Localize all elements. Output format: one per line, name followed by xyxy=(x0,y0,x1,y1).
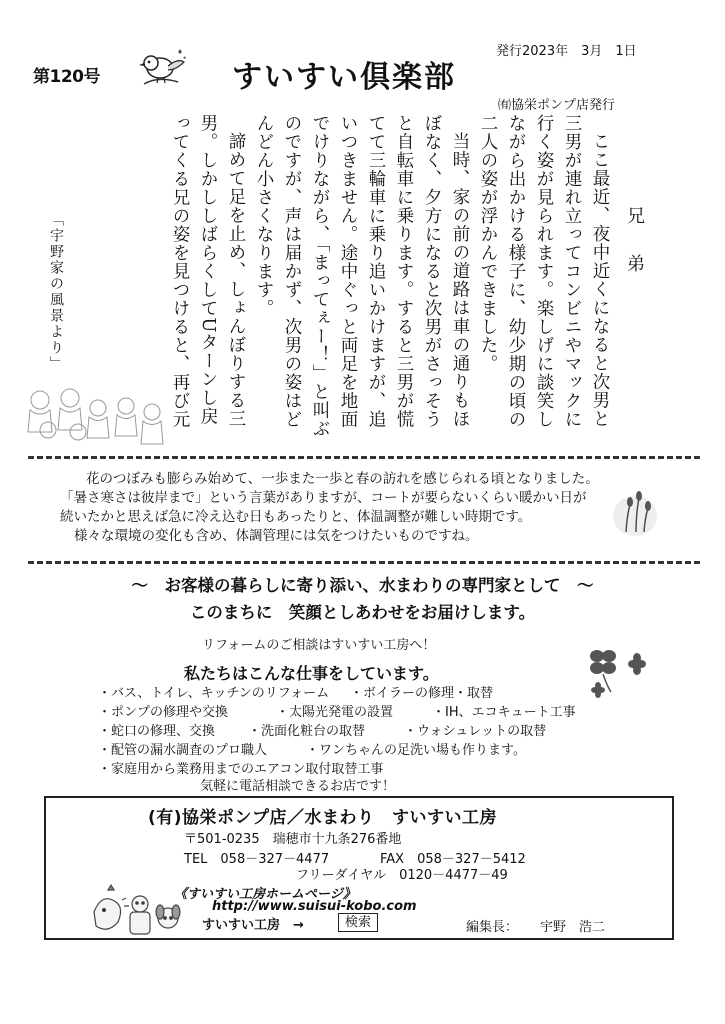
editor-label: 編集長： xyxy=(466,920,519,935)
greeting-line: 様々な環境の変化も含め、体調管理には気をつけたいものですね。 xyxy=(74,528,479,544)
search-prompt: すいすい工房 → xyxy=(202,918,304,933)
newsletter-title: すいすい倶楽部 xyxy=(232,60,456,95)
service-item: ・太陽光発電の設置 xyxy=(276,705,394,720)
search-button[interactable]: 検索 xyxy=(338,913,378,932)
service-item: ・家庭用から業務用までのエアコン取付取替工事 xyxy=(98,762,384,777)
service-item: ・バス、トイレ、キッチンのリフォーム xyxy=(98,686,330,701)
phone-consult-note: 気軽に電話相談できるお店です！ xyxy=(200,779,396,794)
divider-dashed xyxy=(28,561,700,564)
flower-illustration-icon xyxy=(612,486,658,538)
essay xyxy=(164,114,648,440)
editor-name: 宇野 浩二 xyxy=(540,920,606,935)
issue-date: 発行2023年 3月 1日 xyxy=(496,44,637,59)
service-item: ・IH、エコキュート工事 xyxy=(432,705,576,720)
essay-caption: 「宇野家の風景より」 xyxy=(48,212,64,372)
service-item: ・ポンプの修理や交換 xyxy=(98,705,229,720)
greeting-line: 「暑さ寒さは彼岸まで」という言葉がありますが、コートが要らないくらい暖かい日が xyxy=(60,490,587,506)
services-list xyxy=(98,684,618,779)
divider-dashed xyxy=(28,456,700,459)
service-item: ・ボイラーの修理・取替 xyxy=(350,686,494,701)
service-item: ・配管の漏水調査のプロ職人 xyxy=(98,743,268,758)
list-item xyxy=(98,722,618,741)
service-item: ・洗面化粧台の取替 xyxy=(248,724,366,739)
essay-paragraph: 当時、家の前の道路は車の通りもほぼなく、夕方になると次男がさっそうと自転車に乗ります。すると三男が慌てて三輪車に乗り追いかけますが、追いつきません。途中ぐっと両足を地面でけりながら、「まってぇー！」と叫ぶのですが、声は届かず、次男の姿はどんどん小さくなります。 xyxy=(254,114,470,439)
issue-number: 第120号 xyxy=(33,67,100,87)
bird-illustration-icon xyxy=(138,46,188,90)
homepage-url-link[interactable]: http://www.suisui-kobo.com xyxy=(212,899,417,914)
publisher: ㈲協栄ポンプ店発行 xyxy=(498,98,616,113)
company-tel: TEL 058－327－4477 xyxy=(184,852,330,867)
company-name: (有)協栄ポンプ店／水まわり すいすい工房 xyxy=(148,808,498,828)
slogan-line: ～ お客様の暮らしに寄り添い、水まわりの専門家として ～ xyxy=(131,576,594,595)
service-item: ・ウォシュレットの取替 xyxy=(404,724,547,739)
mascot-illustration-icon xyxy=(88,882,184,938)
list-item xyxy=(98,741,618,760)
service-item: ・ワンちゃんの足洗い場も作ります。 xyxy=(306,743,526,758)
greeting-line: 続いたかと思えば急に冷え込む日もあったりと、体温調整が難しい時期です。 xyxy=(60,509,532,525)
services-title: 私たちはこんな仕事をしています。 xyxy=(184,664,439,683)
children-sketch-icon xyxy=(18,386,168,452)
homepage-label: 《すいすい工房ホームページ》 xyxy=(174,887,356,902)
slogan-line: このまちに 笑顔としあわせをお届けします。 xyxy=(189,603,536,622)
company-address: 〒501-0235 瑞穂市十九条276番地 xyxy=(184,832,402,847)
essay-title: 兄 弟 xyxy=(624,206,645,278)
essay-paragraph: 諦めて足を止め、しょんぼりする三男。しかししばらくしてUターンし戻ってくる兄の姿を見つけると、再び元 xyxy=(170,114,246,429)
greeting-line: 花のつぼみも膨らみ始めて、一歩また一歩と春の訪れを感じられる頃となりました。 xyxy=(86,471,599,487)
service-item: ・蛇口の修理、交換 xyxy=(98,724,216,739)
seasonal-greeting xyxy=(60,470,620,546)
essay-paragraph: ここ最近、夜中近くになると次男と三男が連れ立ってコンビニやマックに行く姿が見られます。楽しげに談笑しながら出かける様子に、幼少期の頃の二人の姿が浮かんできました。 xyxy=(478,114,610,429)
list-item xyxy=(98,703,618,722)
list-item xyxy=(98,684,618,703)
reform-note: リフォームのご相談はすいすい工房へ！ xyxy=(202,638,436,653)
company-freedial: フリーダイヤル 0120－4477－49 xyxy=(296,868,508,883)
company-fax: FAX 058－327－5412 xyxy=(380,852,526,867)
